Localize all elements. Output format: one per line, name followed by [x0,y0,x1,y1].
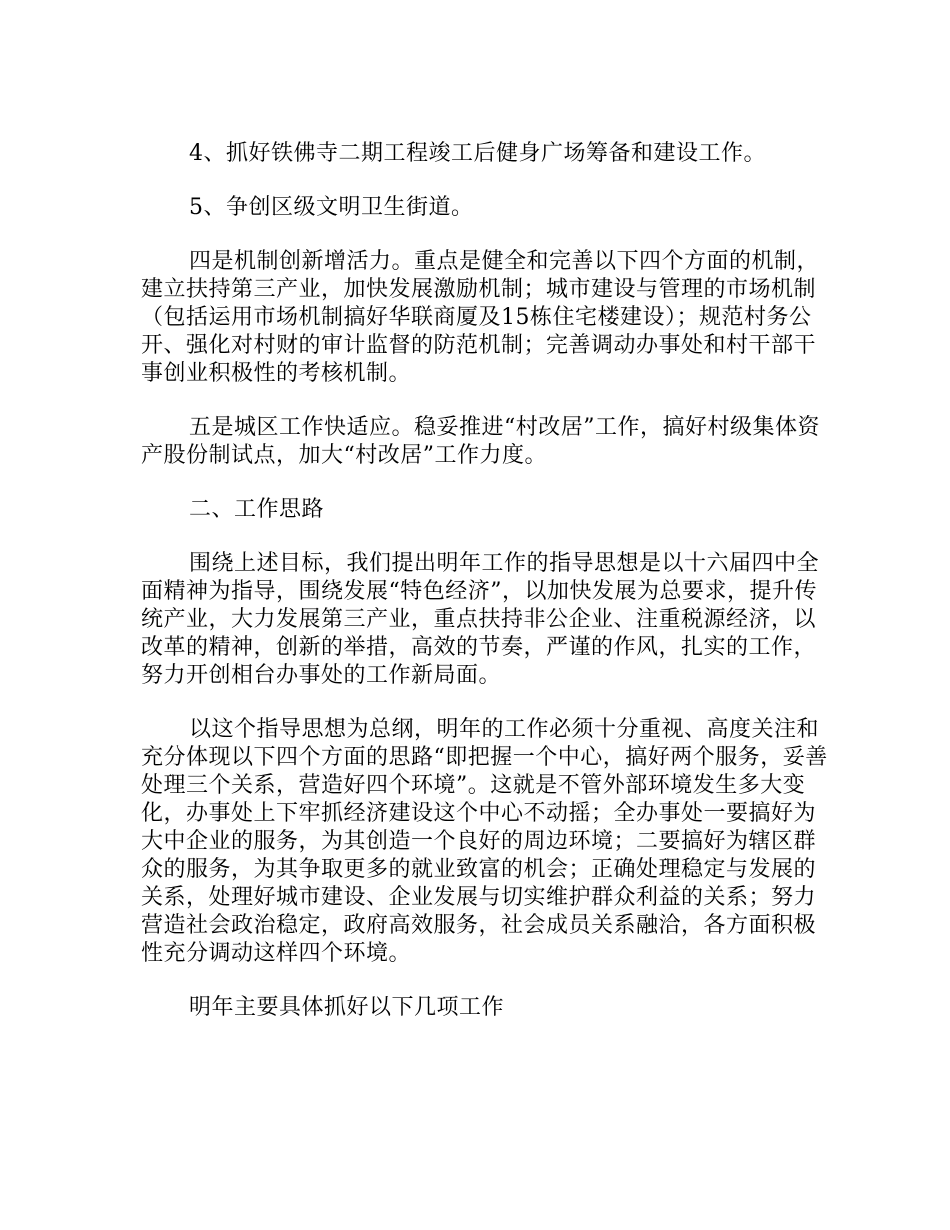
paragraph-gap [141,524,831,550]
paragraph-mechanism-innovation: 四是机制创新增活力。重点是健全和完善以下四个方面的机制，建立扶持第三产业，加快发展激励机制；城市建设与管理的市场机制（包括运用市场机制搞好华联商厦及15栋住宅楼建设）；规范村务公开、强化对村财的审计监督的防范机制；完善调动办事处和村干部干事创业积极性的考核机制。 [141,249,820,386]
paragraph-item-4: 4、抓好铁佛寺二期工程竣工后健身广场筹备和建设工作。 [189,141,766,166]
paragraph-gap [141,470,831,496]
paragraph-next-year-work: 明年主要具体抓好以下几项工作 [189,995,505,1020]
paragraph-gap [141,168,831,194]
paragraph-guiding-thought: 围绕上述目标，我们提出明年工作的指导思想是以十六届四中全面精神为指导，围绕发展“特色经济”，以加快发展为总要求，提升传统产业，大力发展第三产业，重点扶持非公企业、注重税源经济，以改革的精神，创新的举措，高效的节奏，严谨的作风，扎实的工作，努力开创相台办事处的工作新局面。 [141,551,820,688]
paragraph-gap [141,968,831,994]
section-heading-work-thinking: 二、工作思路 [189,497,325,522]
document-body [141,140,831,1022]
paragraph-general-outline: 以这个指导思想为总纲，明年的工作必须十分重视、高度关注和充分体现以下四个方面的思路“即把握一个中心，搞好两个服务，妥善处理三个关系，营造好四个环境”。这就是不管外部环境发生多大变化，办事处上下牢抓经济建设这个中心不动摇；全办事处一要搞好为大中企业的服务，为其创造一个良好的周边环境；二要搞好为辖区群众的服务，为其争取更多的就业致富的机会；正确处理稳定与发展的关系，处理好城市建设、企业发展与切实维护群众利益的关系；努力营造社会政治稳定，政府高效服务，社会成员关系融洽，各方面积极性充分调动这样四个环境。 [141,717,828,966]
paragraph-urban-adaptation: 五是城区工作快适应。稳妥推进“村改居”工作，搞好村级集体资产股份制试点，加大“村改居”工作力度。 [141,415,820,468]
paragraph-gap [141,690,831,716]
paragraph-item-5: 5、争创区级文明卫生街道。 [189,195,474,220]
paragraph-gap [141,388,831,414]
paragraph-gap [141,222,831,248]
